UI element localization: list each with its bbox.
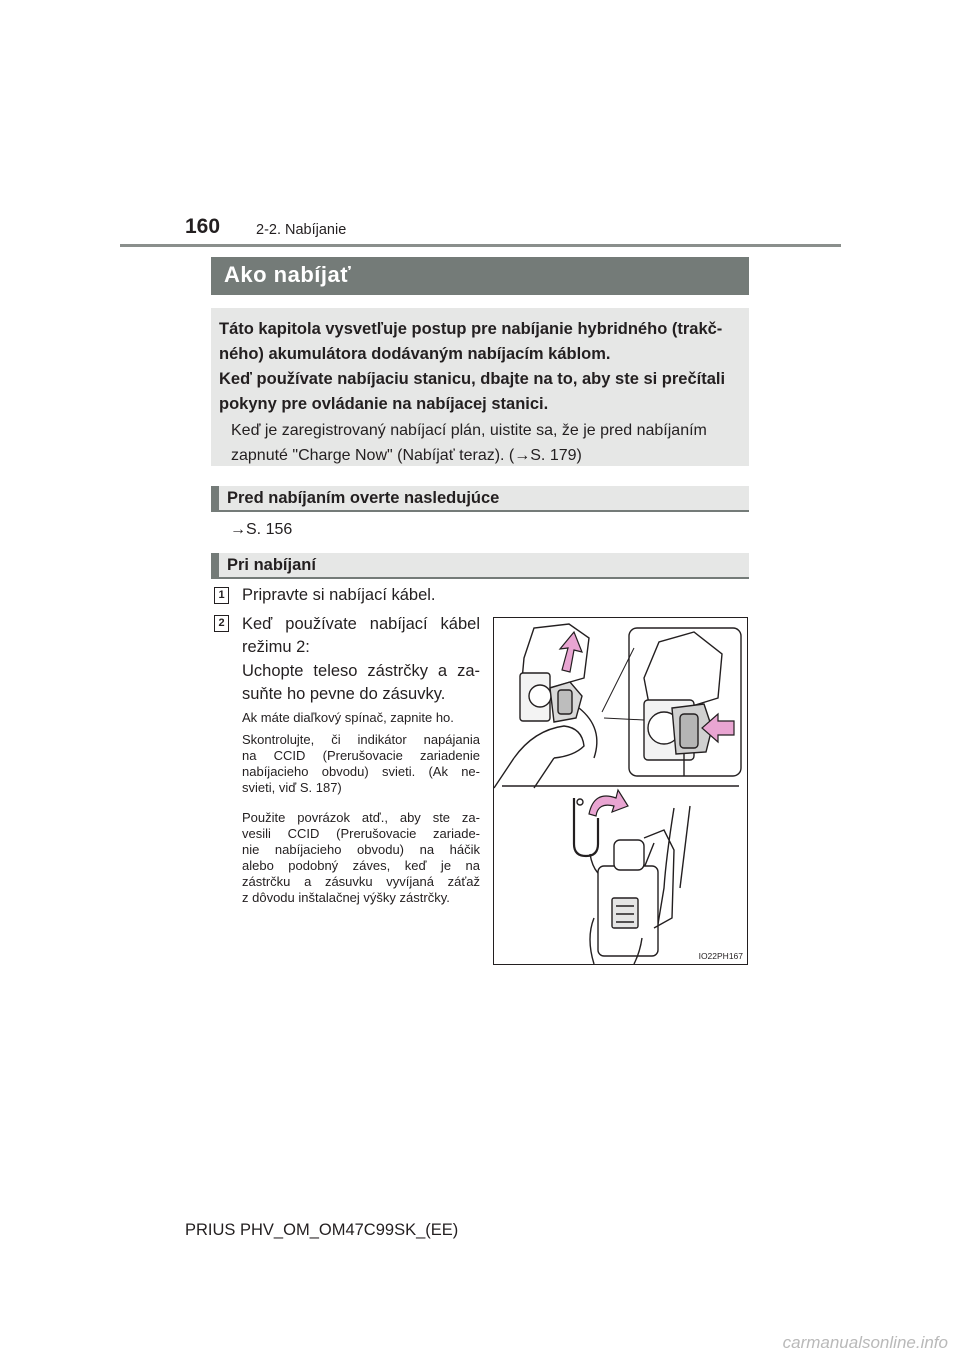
ccid-hang-line: alebo podobný záves, keď je na [242,858,480,873]
step-1-text: Pripravte si nabíjací kábel. [242,586,436,604]
figure-code: IO22PH167 [698,951,743,961]
page-title: Ako nabíjať [224,262,352,287]
footer-text: PRIUS PHV_OM_OM47C99SK_(EE) [185,1221,459,1239]
ccid-check-line: svieti, viď S. 187) [242,780,342,795]
charging-illustration [493,617,748,965]
ccid-check-line: na CCID (Prerušovacie zariadenie [242,748,480,763]
ccid-check-line: Skontrolujte, či indikátor napájania [242,732,480,747]
intro-line: Táto kapitola vysvetľuje postup pre nabíjanie hybridného (trakč- [219,320,723,338]
ccid-check-line: nabíjacieho obvodu) svieti. (Ak ne- [242,764,480,779]
remote-switch-note: Ak máte diaľkový spínač, zapnite ho. [242,710,454,725]
section-header: 2-2. Nabíjanie [256,222,347,238]
step-number-2: 2 [214,615,229,632]
page-reference: →S. 156 [230,521,293,538]
ccid-hang-line: z dôvodu inštalačnej výšky zástrčky. [242,890,450,905]
illustration-drawing [494,618,747,964]
intro-box [211,308,749,466]
step-2-line: suňte ho pevne do zásuvky. [242,685,446,703]
intro-line: ného) akumulátora dodávaným nabíjacím káblom. [219,345,611,363]
page-number: 160 [185,215,221,238]
section-heading-text: Pred nabíjaním overte nasledujúce [227,489,500,507]
intro-note-line: zapnuté "Charge Now" (Nabíjať teraz). (→S. 179) [231,447,582,464]
ccid-hang-line: zástrčku a zásuvku vyvíjaná záťaž [242,874,480,889]
section-heading-text: Pri nabíjaní [227,556,316,574]
intro-line: pokyny pre ovládanie na nabíjacej stanici. [219,395,549,413]
step-2-line: režimu 2: [242,638,310,656]
ccid-hang-line: Použite povrázok atď., aby ste za- [242,810,480,825]
step-2-line: Uchopte teleso zástrčky a za- [242,662,480,680]
intro-note-line: Keď je zaregistrovaný nabíjací plán, uistite sa, že je pred nabíjaním [231,422,707,439]
title-bar [211,257,749,295]
step-2-line: Keď používate nabíjací kábel [242,615,480,633]
header-rule [120,244,841,247]
section-heading-charging [211,553,749,579]
intro-line: Keď používate nabíjaciu stanicu, dbajte na to, aby ste si prečítali [219,370,726,388]
watermark: carmanualsonline.info [782,1333,948,1352]
step-number-1: 1 [214,587,229,604]
section-heading-check [211,486,749,512]
ccid-hang-line: nie nabíjacieho obvodu) na háčik [242,842,480,857]
ccid-hang-line: vesili CCID (Prerušovacie zariade- [242,826,480,841]
